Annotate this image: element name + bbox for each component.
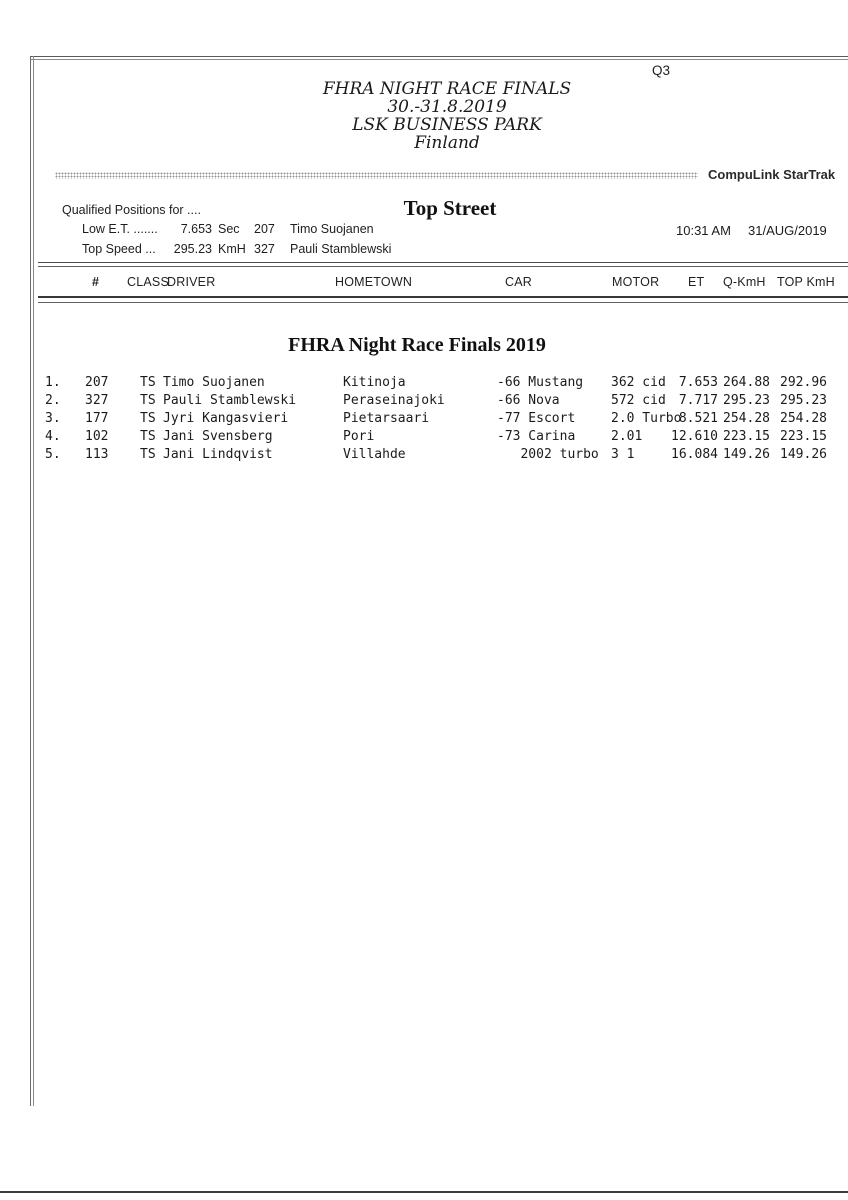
low-et-driver: Timo Suojanen <box>290 222 374 236</box>
top-speed-car-number: 327 <box>254 242 275 256</box>
et-cell: 8.521 <box>678 411 718 426</box>
et-cell: 16.084 <box>671 447 718 462</box>
qualifying-heading: Qualified Positions for .... <box>62 203 201 217</box>
qkmh-cell: 254.28 <box>723 411 770 426</box>
class-cell: TS <box>140 375 156 390</box>
event-country: Finland <box>414 133 480 153</box>
car-number-cell: 327 <box>85 393 109 408</box>
topkmh-cell: 254.28 <box>780 411 827 426</box>
car-number-cell: 102 <box>85 429 109 444</box>
column-header-car: CAR <box>505 275 532 289</box>
car-cell: -73 Carina <box>497 429 576 444</box>
rank-cell: 5. <box>45 447 61 462</box>
rank-cell: 4. <box>45 429 61 444</box>
car-cell: -77 Escort <box>497 411 576 426</box>
driver-cell: Jani Lindqvist <box>163 447 273 462</box>
top-speed-driver: Pauli Stamblewski <box>290 242 392 256</box>
low-et-value: 7.653 <box>180 222 212 236</box>
class-cell: TS <box>140 393 156 408</box>
table-row <box>45 392 848 410</box>
et-cell: 12.610 <box>671 429 718 444</box>
topkmh-cell: 223.15 <box>780 429 827 444</box>
top-speed-value: 295.23 <box>173 242 212 256</box>
qkmh-cell: 295.23 <box>723 393 770 408</box>
class-cell: TS <box>140 411 156 426</box>
car-number-cell: 113 <box>85 447 109 462</box>
hometown-cell: Kitinoja <box>343 375 406 390</box>
qkmh-cell: 149.26 <box>723 447 770 462</box>
event-title-block <box>147 80 747 152</box>
qkmh-cell: 264.88 <box>723 375 770 390</box>
low-et-label: Low E.T. ....... <box>82 222 158 236</box>
table-row <box>45 428 848 446</box>
table-row <box>45 410 848 428</box>
rank-cell: 3. <box>45 411 61 426</box>
halftone-divider <box>55 172 698 179</box>
table-row <box>45 374 848 392</box>
qkmh-cell: 223.15 <box>723 429 770 444</box>
driver-cell: Jyri Kangasvieri <box>163 411 289 426</box>
hometown-cell: Villahde <box>343 447 406 462</box>
event-date: 30.-31.8.2019 <box>387 97 507 117</box>
timing-system-brand: CompuLink StarTrak <box>708 167 836 182</box>
rank-cell: 2. <box>45 393 61 408</box>
low-et-unit: Sec <box>218 222 240 236</box>
print-time: 10:31 AM <box>676 223 731 238</box>
topkmh-cell: 149.26 <box>780 447 827 462</box>
print-date: 31/AUG/2019 <box>748 223 827 238</box>
session-label: Q3 <box>652 63 671 78</box>
low-et-line <box>82 222 374 236</box>
page-frame-left-line <box>30 56 34 1106</box>
motor-cell: 362 cid <box>611 375 666 390</box>
car-cell: -66 Nova <box>497 393 560 408</box>
class-cell: TS <box>140 429 156 444</box>
column-header-qkmh: Q-KmH <box>723 275 766 289</box>
motor-cell: 2.0 Turbo <box>611 411 682 426</box>
scan-bottom-edge <box>0 1191 848 1193</box>
et-cell: 7.653 <box>678 375 718 390</box>
car-number-cell: 177 <box>85 411 109 426</box>
column-header-et: ET <box>688 275 705 289</box>
hometown-cell: Peraseinajoki <box>343 393 445 408</box>
top-speed-label: Top Speed ... <box>82 242 156 256</box>
motor-cell: 572 cid <box>611 393 666 408</box>
event-venue: LSK BUSINESS PARK <box>352 115 542 135</box>
page-frame-top-line <box>30 56 848 60</box>
class-cell: TS <box>140 447 156 462</box>
motor-cell: 3 1 <box>611 447 635 462</box>
et-cell: 7.717 <box>678 393 718 408</box>
table-row <box>45 446 848 464</box>
driver-cell: Jani Svensberg <box>163 429 273 444</box>
rank-cell: 1. <box>45 375 61 390</box>
car-cell: -66 Mustang <box>497 375 584 390</box>
results-section-title: FHRA Night Race Finals 2019 <box>288 334 546 356</box>
top-speed-line <box>82 242 391 256</box>
column-header-hometown: HOMETOWN <box>335 275 413 289</box>
driver-cell: Pauli Stamblewski <box>163 393 297 408</box>
column-header-driver: DRIVER <box>167 275 216 289</box>
column-header-number: # <box>92 275 100 289</box>
motor-cell: 2.01 <box>611 429 643 444</box>
low-et-car-number: 207 <box>254 222 275 236</box>
column-header-motor: MOTOR <box>612 275 660 289</box>
event-title: FHRA NIGHT RACE FINALS <box>322 79 572 99</box>
results-table <box>0 374 848 464</box>
car-cell: 2002 turbo <box>497 447 599 462</box>
topkmh-cell: 292.96 <box>780 375 827 390</box>
top-speed-unit: KmH <box>218 242 246 256</box>
column-header-class: CLASS <box>127 275 169 289</box>
table-header-top-rule <box>38 262 848 267</box>
driver-cell: Timo Suojanen <box>163 375 265 390</box>
column-header-topkmh: TOP KmH <box>777 275 835 289</box>
topkmh-cell: 295.23 <box>780 393 827 408</box>
car-number-cell: 207 <box>85 375 109 390</box>
table-header-bottom-rule <box>38 296 848 303</box>
hometown-cell: Pietarsaari <box>343 411 430 426</box>
class-title: Top Street <box>403 196 497 220</box>
hometown-cell: Pori <box>343 429 375 444</box>
